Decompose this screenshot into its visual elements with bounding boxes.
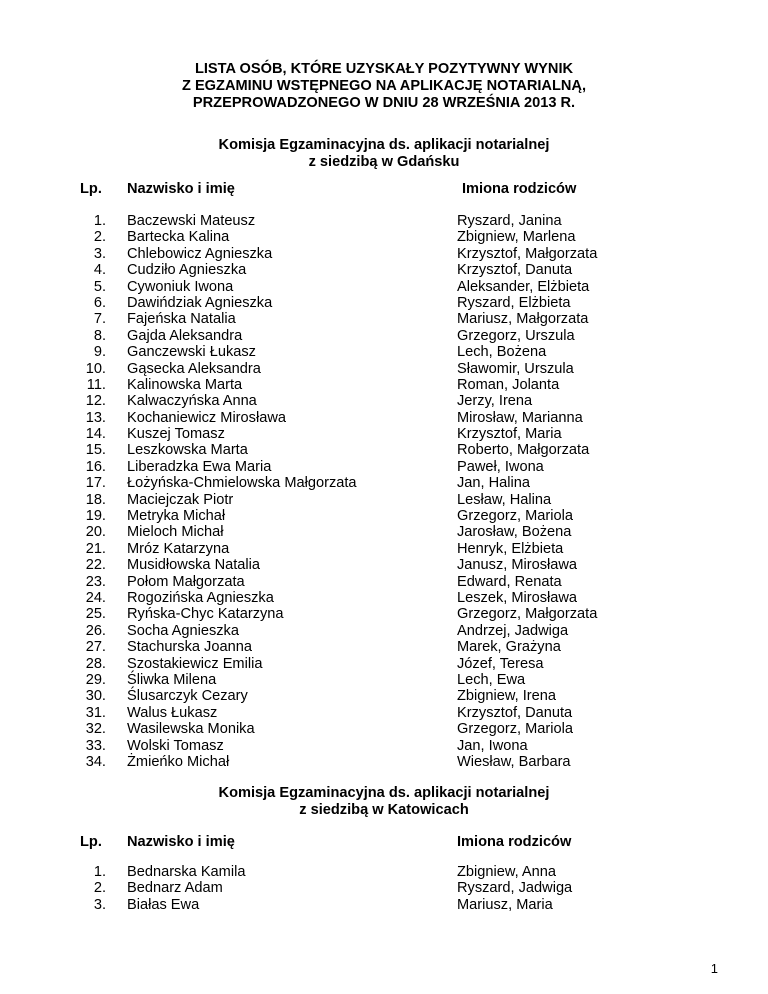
- list-item: [0, 410, 768, 426]
- row-number: 20.: [85, 524, 106, 541]
- row-number: 6.: [93, 294, 106, 311]
- candidate-name: Liberadzka Ewa Maria: [127, 458, 272, 475]
- parents-names: Krzysztof, Danuta: [457, 704, 573, 721]
- commission-katowice-line-1: Komisja Egzaminacyjna ds. aplikacji notarialnej: [218, 785, 550, 801]
- candidate-name: Łożyńska-Chmielowska Małgorzata: [127, 475, 357, 492]
- parents-names: Janusz, Mirosława: [457, 557, 578, 574]
- candidate-name: Kuszej Tomasz: [127, 426, 225, 443]
- parents-names: Lech, Bożena: [457, 344, 547, 361]
- list-item: [0, 475, 768, 491]
- candidate-name: Cudziło Agnieszka: [127, 262, 247, 279]
- list-item: [0, 880, 768, 896]
- list-item: [0, 262, 768, 278]
- parents-names: Józef, Teresa: [457, 655, 544, 672]
- row-number: 23.: [85, 573, 106, 590]
- candidate-name: Mieloch Michał: [127, 524, 224, 541]
- candidate-name: Socha Agnieszka: [127, 622, 239, 639]
- candidate-name: Kochaniewicz Mirosława: [127, 409, 286, 426]
- list-item: [0, 738, 768, 754]
- candidate-name: Gąsecka Aleksandra: [127, 360, 261, 377]
- list-item: [0, 311, 768, 327]
- row-number: 8.: [93, 327, 106, 344]
- candidate-name: Śliwka Milena: [127, 671, 217, 688]
- parents-names: Krzysztof, Danuta: [457, 262, 573, 279]
- parents-names: Krzysztof, Małgorzata: [457, 245, 598, 262]
- parents-names: Krzysztof, Maria: [457, 426, 562, 443]
- list-item: [0, 426, 768, 442]
- list-item: [0, 897, 768, 913]
- parents-names: Lech, Ewa: [457, 671, 526, 688]
- parents-names: Ryszard, Janina: [457, 213, 562, 229]
- row-number: 16.: [85, 458, 106, 475]
- parents-names: Mariusz, Maria: [457, 896, 553, 913]
- commission-heading-gdansk: [0, 137, 768, 171]
- parents-names: Zbigniew, Marlena: [457, 229, 576, 246]
- parents-names: Grzegorz, Mariola: [457, 508, 573, 525]
- list-item: [0, 213, 768, 229]
- row-number: 10.: [85, 360, 106, 377]
- list-item: [0, 492, 768, 508]
- row-number: 13.: [85, 409, 106, 426]
- list-item: [0, 721, 768, 737]
- title-line-3: PRZEPROWADZONEGO W DNIU 28 WRZEŚNIA 2013 R.: [192, 95, 576, 111]
- parents-names: Paweł, Iwona: [457, 458, 544, 475]
- list-item: [0, 344, 768, 360]
- row-number: 22.: [85, 557, 106, 574]
- row-number: 3.: [93, 896, 106, 913]
- list-item: [0, 279, 768, 295]
- candidate-name: Rogozińska Agnieszka: [127, 589, 274, 606]
- list-item: [0, 688, 768, 704]
- parents-names: Roberto, Małgorzata: [457, 442, 590, 459]
- list-item: [0, 459, 768, 475]
- candidate-name: Białas Ewa: [127, 896, 200, 913]
- list-item: [0, 574, 768, 590]
- parents-names: Ryszard, Elżbieta: [457, 294, 571, 311]
- row-number: 24.: [85, 589, 106, 606]
- list-item: [0, 590, 768, 606]
- row-number: 3.: [93, 245, 106, 262]
- document-title: [0, 61, 768, 112]
- list-item: [0, 541, 768, 557]
- row-number: 33.: [85, 737, 106, 754]
- candidate-name: Szostakiewicz Emilia: [127, 655, 263, 672]
- list-item: [0, 623, 768, 639]
- parents-names: Mariusz, Małgorzata: [457, 311, 589, 328]
- candidate-name: Cywoniuk Iwona: [127, 278, 234, 295]
- row-number: 9.: [93, 344, 106, 361]
- parents-names: Jan, Halina: [457, 475, 531, 492]
- row-number: 29.: [85, 671, 106, 688]
- list-item: [0, 557, 768, 573]
- page-number: 1: [710, 961, 718, 976]
- candidate-name: Połom Małgorzata: [127, 573, 245, 590]
- parents-names: Grzegorz, Mariola: [457, 721, 573, 738]
- parents-names: Marek, Grażyna: [457, 639, 561, 656]
- candidate-list-gdansk: [0, 213, 768, 770]
- candidate-name: Chlebowicz Agnieszka: [127, 245, 273, 262]
- parents-names: Jarosław, Bożena: [457, 524, 572, 541]
- parents-names: Grzegorz, Urszula: [457, 327, 575, 344]
- col-header-parents-katowice: Imiona rodziców: [457, 834, 572, 850]
- row-number: 26.: [85, 622, 106, 639]
- parents-names: Zbigniew, Anna: [457, 864, 556, 880]
- col-header-name-katowice: Nazwisko i imię: [127, 834, 235, 850]
- list-item: [0, 672, 768, 688]
- list-item: [0, 606, 768, 622]
- candidate-name: Żmieńko Michał: [127, 753, 230, 770]
- list-item: [0, 295, 768, 311]
- list-item: [0, 754, 768, 770]
- row-number: 30.: [85, 688, 106, 705]
- row-number: 19.: [85, 508, 106, 525]
- list-item: [0, 377, 768, 393]
- parents-names: Aleksander, Elżbieta: [457, 278, 590, 295]
- row-number: 2.: [93, 229, 106, 246]
- list-item: [0, 328, 768, 344]
- parents-names: Jerzy, Irena: [457, 393, 533, 410]
- list-item: [0, 361, 768, 377]
- candidate-name: Bartecka Kalina: [127, 229, 230, 246]
- candidate-name: Fajeńska Natalia: [127, 311, 236, 328]
- row-number: 1.: [93, 864, 106, 880]
- row-number: 31.: [85, 704, 106, 721]
- row-number: 27.: [85, 639, 106, 656]
- list-item: [0, 639, 768, 655]
- row-number: 21.: [85, 540, 106, 557]
- list-item: [0, 229, 768, 245]
- row-number: 14.: [85, 426, 106, 443]
- candidate-name: Bednarska Kamila: [127, 864, 246, 880]
- row-number: 12.: [85, 393, 106, 410]
- candidate-name: Kalwaczyńska Anna: [127, 393, 257, 410]
- title-line-1: LISTA OSÓB, KTÓRE UZYSKAŁY POZYTYWNY WYNIK: [194, 61, 574, 77]
- parents-names: Henryk, Elżbieta: [457, 540, 564, 557]
- candidate-name: Kalinowska Marta: [127, 376, 243, 393]
- row-number: 32.: [85, 721, 106, 738]
- row-number: 7.: [93, 311, 106, 328]
- row-number: 5.: [93, 278, 106, 295]
- parents-names: Andrzej, Jadwiga: [457, 622, 569, 639]
- candidate-name: Ganczewski Łukasz: [127, 344, 256, 361]
- commission-gdansk-line-2: z siedzibą w Gdańsku: [308, 154, 460, 170]
- list-item: [0, 508, 768, 524]
- commission-gdansk-line-1: Komisja Egzaminacyjna ds. aplikacji notarialnej: [218, 137, 550, 153]
- candidate-name: Wolski Tomasz: [127, 737, 224, 754]
- row-number: 1.: [93, 213, 106, 229]
- list-item: [0, 656, 768, 672]
- commission-katowice-line-2: z siedzibą w Katowicach: [299, 802, 469, 818]
- parents-names: Roman, Jolanta: [457, 376, 560, 393]
- candidate-name: Wasilewska Monika: [127, 721, 255, 738]
- col-header-name-gdansk: Nazwisko i imię: [127, 181, 235, 197]
- candidate-name: Dawińdziak Agnieszka: [127, 294, 273, 311]
- parents-names: Edward, Renata: [457, 573, 562, 590]
- col-header-parents-gdansk: Imiona rodziców: [462, 181, 577, 197]
- list-item: [0, 705, 768, 721]
- col-header-lp-gdansk: Lp.: [80, 181, 102, 197]
- parents-names: Leszek, Mirosława: [457, 589, 578, 606]
- list-item: [0, 246, 768, 262]
- candidate-name: Ślusarczyk Cezary: [127, 688, 248, 705]
- list-item: [0, 442, 768, 458]
- parents-names: Zbigniew, Irena: [457, 688, 556, 705]
- list-item: [0, 524, 768, 540]
- row-number: 15.: [85, 442, 106, 459]
- parents-names: Wiesław, Barbara: [457, 753, 571, 770]
- col-header-lp-katowice: Lp.: [80, 834, 102, 850]
- parents-names: Mirosław, Marianna: [457, 409, 583, 426]
- row-number: 34.: [85, 753, 106, 770]
- candidate-name: Leszkowska Marta: [127, 442, 248, 459]
- candidate-list-katowice: [0, 864, 768, 913]
- candidate-name: Gajda Aleksandra: [127, 327, 243, 344]
- parents-names: Sławomir, Urszula: [457, 360, 574, 377]
- parents-names: Lesław, Halina: [457, 491, 552, 508]
- parents-names: Ryszard, Jadwiga: [457, 880, 573, 897]
- row-number: 25.: [85, 606, 106, 623]
- row-number: 4.: [93, 262, 106, 279]
- parents-names: Jan, Iwona: [457, 737, 528, 754]
- candidate-name: Musidłowska Natalia: [127, 557, 261, 574]
- candidate-name: Baczewski Mateusz: [127, 213, 256, 229]
- parents-names: Grzegorz, Małgorzata: [457, 606, 598, 623]
- candidate-name: Maciejczak Piotr: [127, 491, 234, 508]
- candidate-name: Mróz Katarzyna: [127, 540, 230, 557]
- row-number: 11.: [86, 376, 106, 393]
- candidate-name: Bednarz Adam: [127, 880, 223, 897]
- list-item: [0, 864, 768, 880]
- row-number: 17.: [85, 475, 106, 492]
- list-item: [0, 393, 768, 409]
- candidate-name: Walus Łukasz: [127, 704, 218, 721]
- candidate-name: Ryńska-Chyc Katarzyna: [127, 606, 284, 623]
- row-number: 18.: [85, 491, 106, 508]
- title-line-2: Z EGZAMINU WSTĘPNEGO NA APLIKACJĘ NOTARIALNĄ,: [181, 78, 587, 94]
- row-number: 28.: [85, 655, 106, 672]
- commission-heading-katowice: [0, 785, 768, 819]
- candidate-name: Metryka Michał: [127, 508, 226, 525]
- candidate-name: Stachurska Joanna: [127, 639, 252, 656]
- row-number: 2.: [93, 880, 106, 897]
